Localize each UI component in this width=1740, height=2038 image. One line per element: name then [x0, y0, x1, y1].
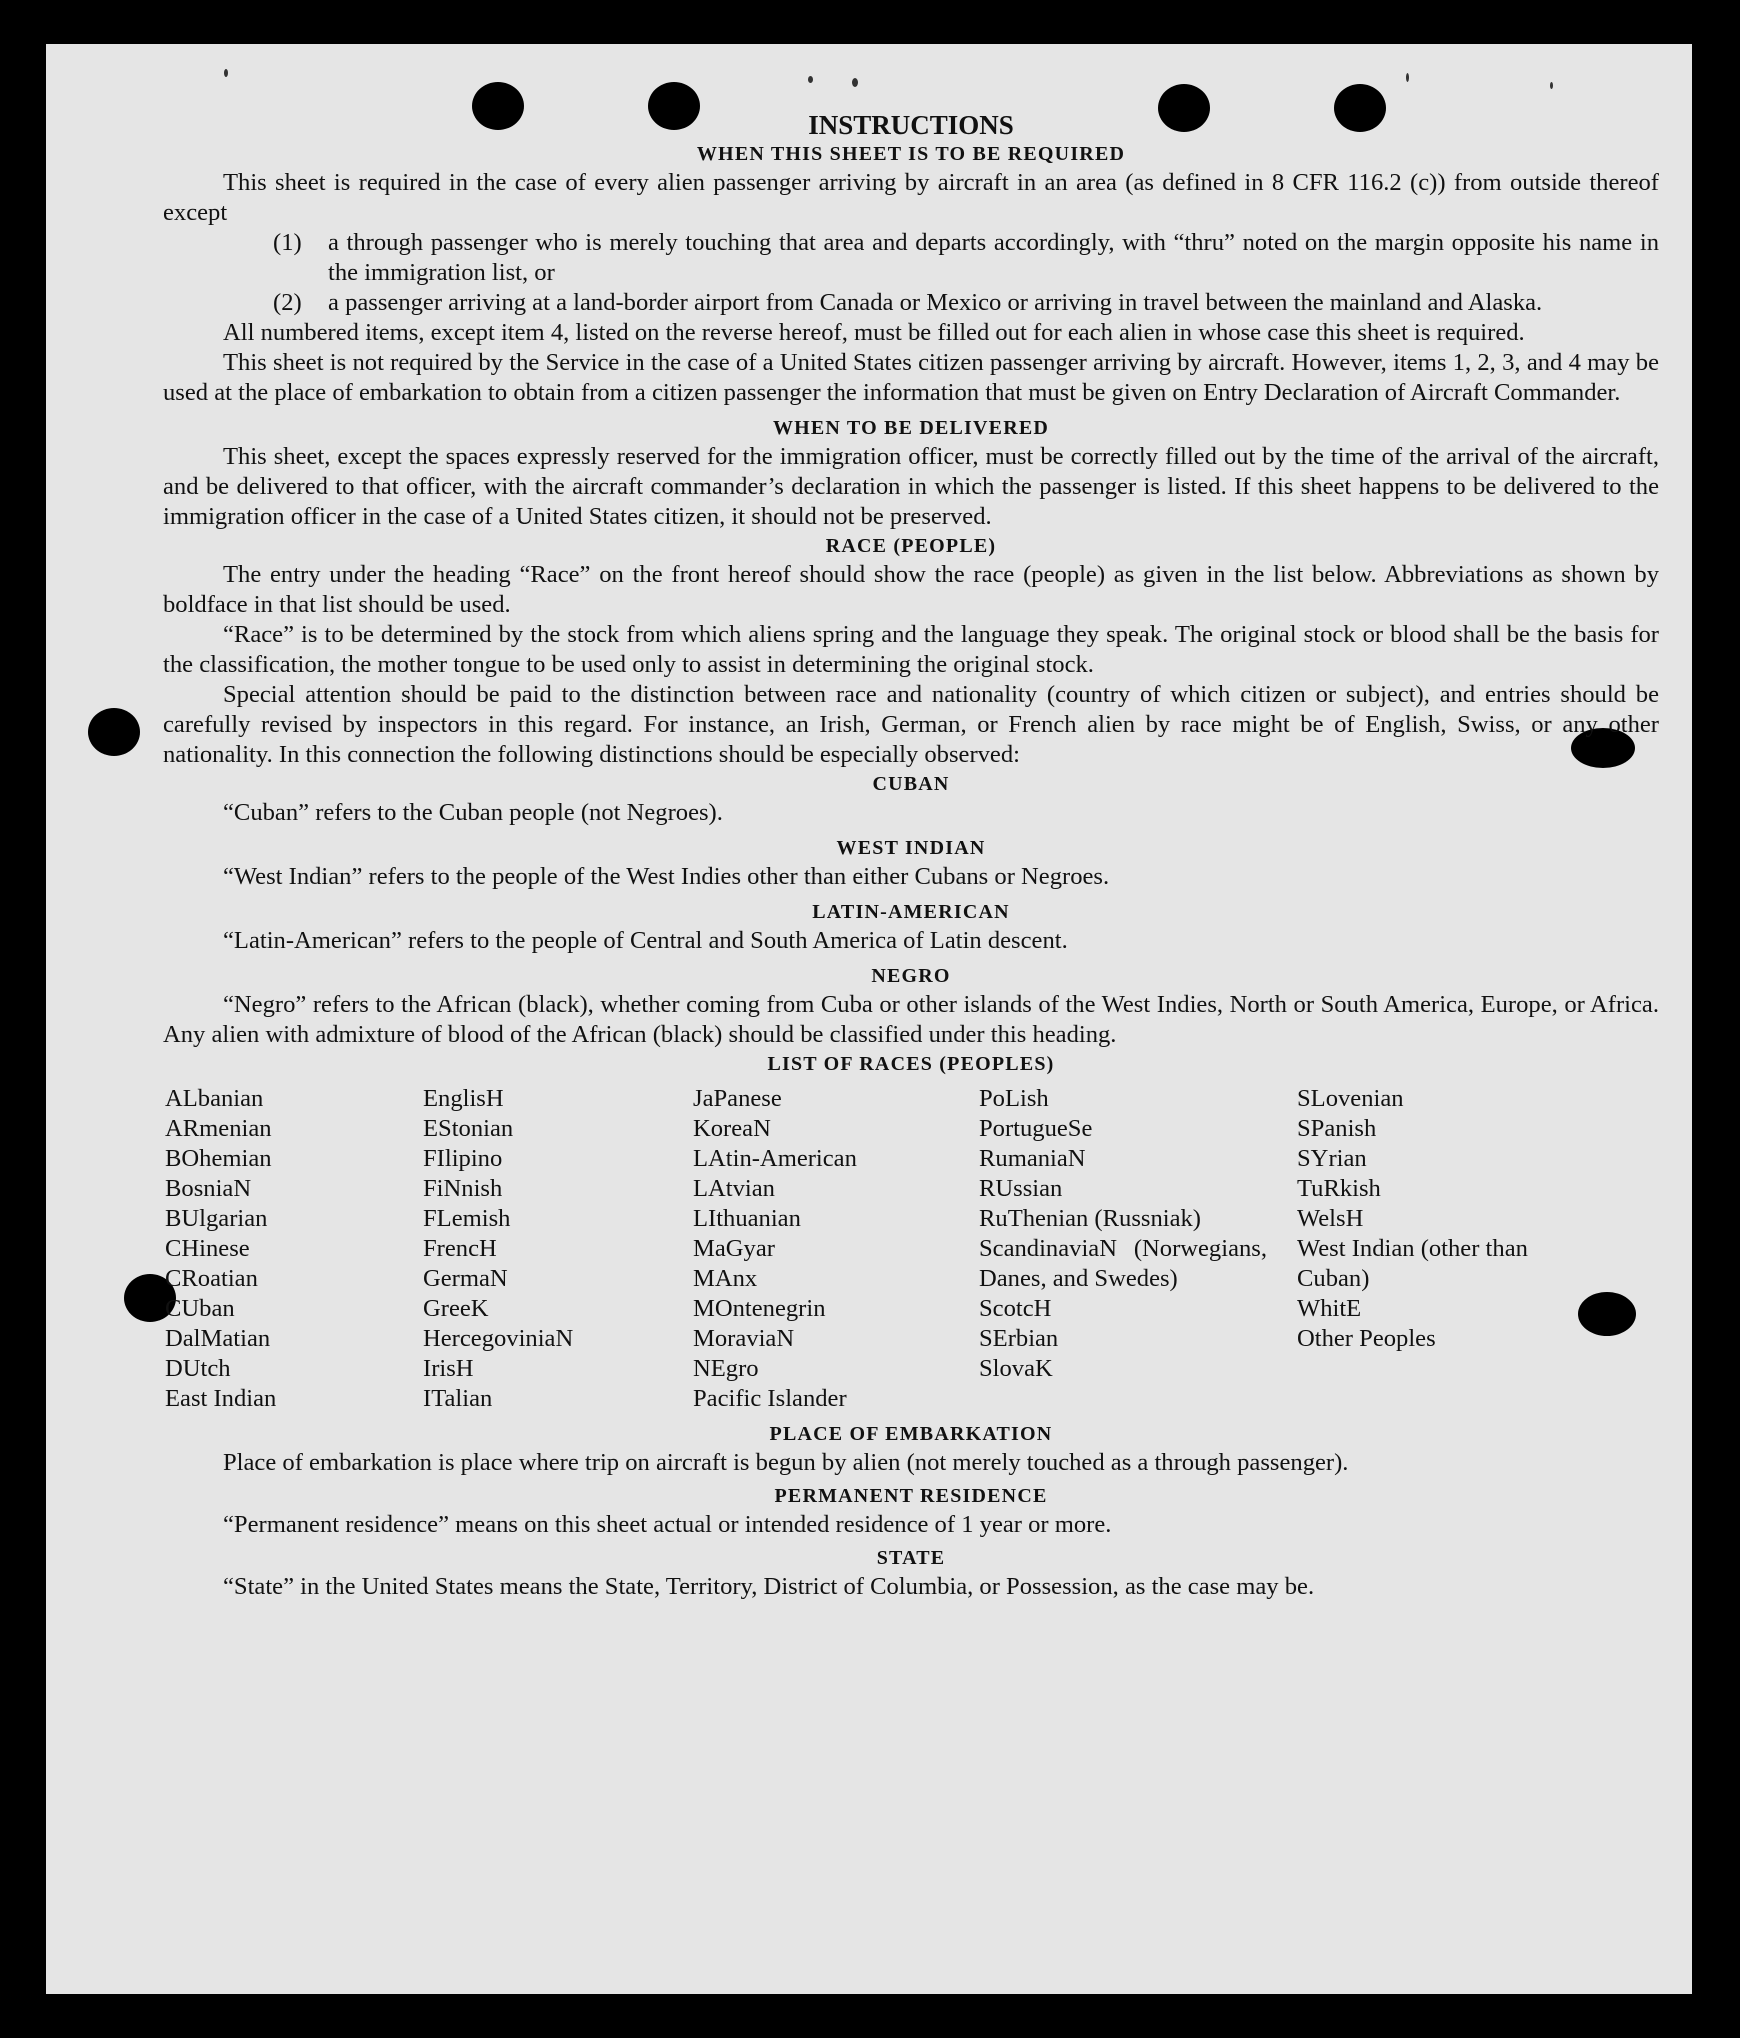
speck: [1550, 82, 1553, 89]
list-item: East Indian: [165, 1385, 277, 1412]
list-item: PoLish: [979, 1085, 1049, 1112]
section-heading: LIST OF RACES (PEOPLES): [767, 1053, 1055, 1075]
list-item: ITalian: [423, 1385, 493, 1412]
list-item: FiNnish: [423, 1175, 503, 1202]
section-heading: PLACE OF EMBARKATION: [769, 1423, 1053, 1445]
paragraph: “West Indian” refers to the people of the West Indies other than either Cubans or Negroes.: [223, 863, 1110, 890]
race-column: [693, 1084, 979, 1414]
section-heading: STATE: [876, 1547, 946, 1569]
list-item: MoraviaN: [693, 1325, 795, 1352]
list-item: RuThenian (Russniak): [979, 1205, 1201, 1232]
section-heading: NEGRO: [871, 965, 951, 987]
section-heading: PERMANENT RESIDENCE: [774, 1485, 1048, 1507]
race-list: [165, 1084, 1659, 1414]
list-item: Pacific Islander: [693, 1385, 847, 1412]
list-item: WhitE: [1297, 1295, 1362, 1322]
instructions-body: [163, 110, 1659, 1602]
section-heading: LATIN-AMERICAN: [812, 901, 1010, 923]
list-item: IrisH: [423, 1355, 474, 1382]
paragraph: The entry under the heading “Race” on the front hereof should show the race (people) as given in the list below. Abbreviations as shown by boldface in that list should be used.: [163, 561, 1659, 618]
list-item: SPanish: [1297, 1115, 1377, 1142]
speck: [224, 69, 228, 77]
list-item: CHinese: [165, 1235, 250, 1262]
paragraph: This sheet is required in the case of every alien passenger arriving by aircraft in an area (as defined in 8 CFR 116.2 (c)) from outside thereof except: [163, 169, 1659, 226]
list-item: FIlipino: [423, 1145, 503, 1172]
page-title: INSTRUCTIONS: [808, 110, 1014, 140]
list-item: MaGyar: [693, 1235, 775, 1262]
list-item: LIthuanian: [693, 1205, 801, 1232]
list-item: HercegoviniaN: [423, 1325, 574, 1352]
list-item: ALbanian: [165, 1085, 264, 1112]
paragraph: Place of embarkation is place where trip on aircraft is begun by alien (not merely touched as a through passenger).: [223, 1449, 1349, 1476]
numbered-item: [273, 228, 1659, 288]
section-heading: WHEN TO BE DELIVERED: [772, 417, 1050, 439]
list-item: KoreaN: [693, 1115, 771, 1142]
paragraph: “State” in the United States means the State, Territory, District of Columbia, or Possession, as the case may be.: [223, 1573, 1315, 1600]
list-item: BOhemian: [165, 1145, 272, 1172]
list-item: FLemish: [423, 1205, 511, 1232]
list-item: WelsH: [1297, 1205, 1364, 1232]
race-column: [423, 1084, 693, 1414]
paragraph: “Latin-American” refers to the people of Central and South America of Latin descent.: [223, 927, 1068, 954]
list-item: NEgro: [693, 1355, 759, 1382]
list-item: GermaN: [423, 1265, 508, 1292]
list-item: SLovenian: [1297, 1085, 1404, 1112]
paragraph: This sheet is not required by the Service in the case of a United States citizen passenger arriving by aircraft. However, items 1, 2, 3, and 4 may be used at the place of embarkation to obtain from a citizen passenger the information that must be given on Entry Declaration of Aircraft Commander.: [163, 349, 1659, 406]
list-item: DalMatian: [165, 1325, 271, 1352]
list-item: BUlgarian: [165, 1205, 268, 1232]
list-item: Other Peoples: [1297, 1325, 1436, 1352]
item-text: a passenger arriving at a land-border airport from Canada or Mexico or arriving in travel between the mainland and Alaska.: [328, 289, 1543, 316]
list-item: ARmenian: [165, 1115, 272, 1142]
paragraph: This sheet, except the spaces expressly reserved for the immigration officer, must be correctly filled out by the time of the arrival of the aircraft, and be delivered to that officer, with the aircraft commander’s declaration in which the passenger is listed. If this sheet happens to be delivered to the immigration officer in the case of a United States citizen, it should not be preserved.: [163, 443, 1659, 530]
race-column: [979, 1084, 1297, 1414]
paragraph: “Negro” refers to the African (black), whether coming from Cuba or other islands of the West Indies, North or South America, Europe, or Africa. Any alien with admixture of blood of the African (black) should be classified under this heading.: [163, 991, 1659, 1048]
list-item: CUban: [165, 1295, 235, 1322]
list-item: FrencH: [423, 1235, 497, 1262]
paragraph: “Cuban” refers to the Cuban people (not Negroes).: [223, 799, 723, 826]
list-item: MOntenegrin: [693, 1295, 826, 1322]
paragraph: All numbered items, except item 4, listed on the reverse hereof, must be filled out for each alien in whose case this sheet is required.: [223, 319, 1525, 346]
list-item: MAnx: [693, 1265, 758, 1292]
list-item: LAtvian: [693, 1175, 775, 1202]
list-item: EnglisH: [423, 1085, 504, 1112]
list-item: EStonian: [423, 1115, 514, 1142]
paragraph: Special attention should be paid to the distinction between race and nationality (country of which citizen or subject), and entries should be carefully revised by inspectors in this regard. For instance, an Irish, German, or French alien by race might be of English, Swiss, or any other nationality. In this connection the following distinctions should be especially observed:: [163, 681, 1659, 768]
section-heading: WHEN THIS SHEET IS TO BE REQUIRED: [696, 143, 1126, 165]
item-number: (2): [273, 289, 302, 316]
paragraph: “Race” is to be determined by the stock from which aliens spring and the language they speak. The original stock or blood shall be the basis for the classification, the mother tongue to be used only to assist in determining the original stock.: [163, 621, 1659, 678]
race-column: [1297, 1084, 1557, 1414]
section-heading: WEST INDIAN: [836, 837, 986, 859]
list-item: JaPanese: [693, 1085, 782, 1112]
speck: [808, 76, 813, 83]
punch-hole: [88, 708, 140, 756]
list-item: RUssian: [979, 1175, 1063, 1202]
list-item: BosniaN: [165, 1175, 252, 1202]
numbered-item: [273, 288, 1659, 318]
item-number: (1): [273, 229, 302, 256]
list-item: GreeK: [423, 1295, 489, 1322]
section-heading: CUBAN: [872, 773, 950, 795]
speck: [852, 78, 858, 87]
speck: [1406, 73, 1409, 82]
list-item: TuRkish: [1297, 1175, 1381, 1202]
paragraph: “Permanent residence” means on this sheet actual or intended residence of 1 year or more.: [223, 1511, 1112, 1538]
list-item: SlovaK: [979, 1355, 1053, 1382]
document-page: [46, 44, 1692, 1994]
section-heading: RACE (PEOPLE): [825, 535, 997, 557]
list-item: CRoatian: [165, 1265, 258, 1292]
list-item: SYrian: [1297, 1145, 1367, 1172]
list-item: ScotcH: [979, 1295, 1052, 1322]
item-text: a through passenger who is merely touching that area and departs accordingly, with “thru” noted on the margin opposite his name in the immigration list, or: [328, 229, 1659, 286]
race-column: [165, 1084, 423, 1414]
list-item: RumaniaN: [979, 1145, 1086, 1172]
list-item: DUtch: [165, 1355, 231, 1382]
list-item: SErbian: [979, 1325, 1059, 1352]
list-item: PortugueSe: [979, 1115, 1093, 1142]
list-item: LAtin-American: [693, 1145, 857, 1172]
list-item: ScandinaviaN (Norwegians, Danes, and Swedes): [979, 1235, 1267, 1292]
list-item: West Indian (other than Cuban): [1297, 1235, 1528, 1292]
